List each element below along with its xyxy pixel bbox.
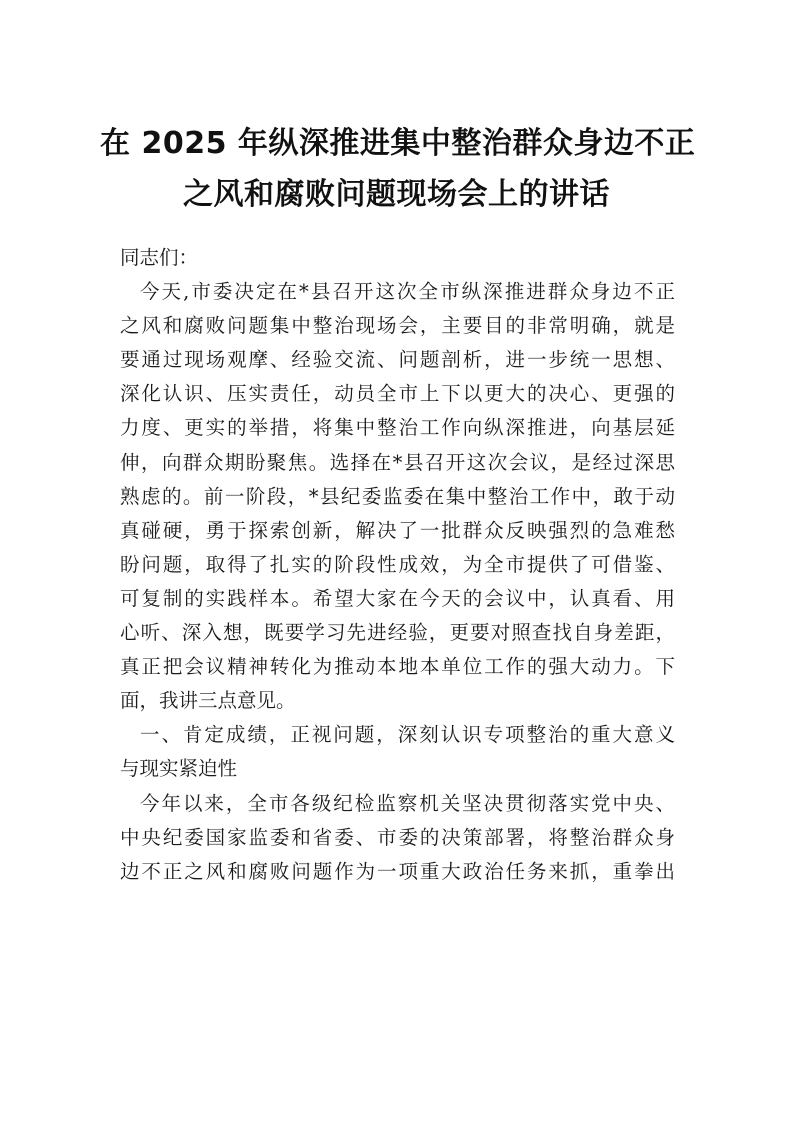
paragraph-line: 面，我讲三点意见。 — [120, 689, 296, 713]
paragraph-line: 伸，向群众期盼聚焦。选择在*县召开这次会议，是经过深思 — [120, 450, 675, 474]
paragraph-line: 今天,市委决定在*县召开这次全市纵深推进群众身边不正 — [140, 280, 675, 304]
paragraph-line: 深化认识、压实责任，动员全市上下以更大的决心、更强的 — [120, 382, 675, 406]
paragraph-line: 中央纪委国家监委和省委、市委的决策部署，将整治群众身 — [120, 825, 675, 849]
document-body — [120, 241, 675, 889]
section-heading-line: 与现实紧迫性 — [120, 757, 238, 781]
paragraph-line: 边不正之风和腐败问题作为一项重大政治任务来抓，重拳出 — [120, 859, 675, 883]
paragraph-line: 之风和腐败问题集中整治现场会，主要目的非常明确，就是 — [120, 314, 675, 338]
paragraph-line: 力度、更实的举措，将集中整治工作向纵深推进，向基层延 — [120, 416, 675, 440]
paragraph-line: 今年以来，全市各级纪检监察机关坚决贯彻落实党中央、 — [140, 791, 675, 815]
paragraph-line: 熟虑的。前一阶段，*县纪委监委在集中整治工作中，敢于动 — [120, 484, 675, 508]
paragraph-line: 要通过现场观摩、经验交流、问题剖析，进一步统一思想、 — [120, 348, 675, 372]
paragraph-line: 真碰硬，勇于探索创新，解决了一批群众反映强烈的急难愁 — [120, 518, 675, 542]
title-line: 在 2025 年纵深推进集中整治群众身边不正 — [100, 126, 696, 161]
salutation: 同志们： — [120, 246, 199, 269]
document-title — [100, 118, 696, 220]
paragraph-line: 真正把会议精神转化为推动本地本单位工作的强大动力。下 — [120, 655, 675, 679]
paragraph-line: 可复制的实践样本。希望大家在今天的会议中，认真看、用 — [120, 586, 675, 610]
paragraph-line: 心听、深入想，既要学习先进经验，更要对照查找自身差距， — [120, 621, 675, 645]
title-line: 之风和腐败问题现场会上的讲话 — [183, 177, 610, 212]
section-heading-line: 一、肯定成绩，正视问题，深刻认识专项整治的重大意义 — [140, 723, 675, 747]
paragraph-line: 盼问题，取得了扎实的阶段性成效，为全市提供了可借鉴、 — [120, 552, 675, 576]
